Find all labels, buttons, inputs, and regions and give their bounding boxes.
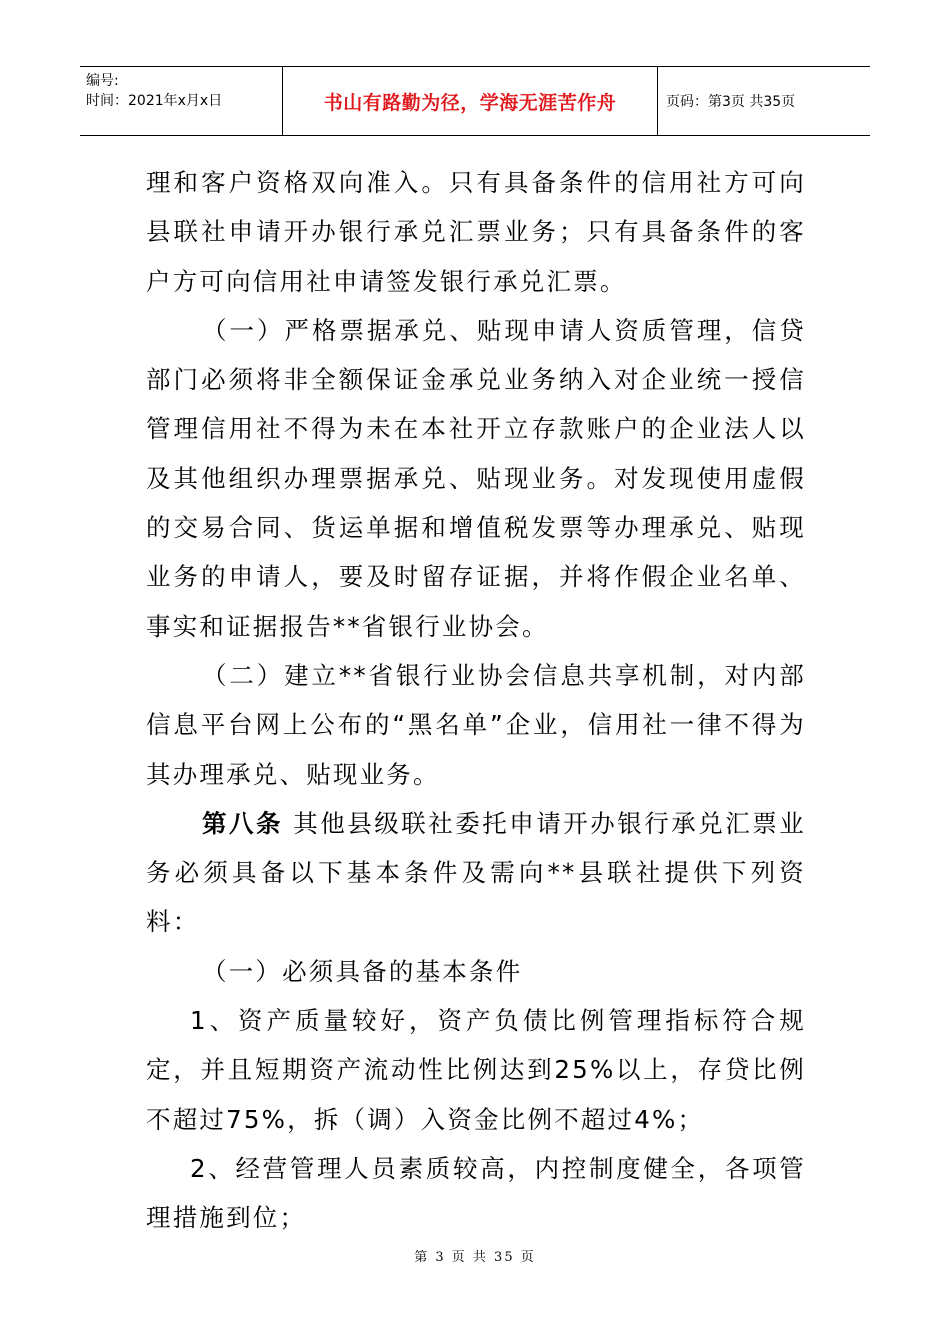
header-motto: 书山有路勤为径，学海无涯苦作舟 (283, 67, 658, 135)
article-heading: 第八条 (202, 808, 283, 838)
paragraph-7: 2、经营管理人员素质较高，内控制度健全，各项管理措施到位； (146, 1153, 806, 1233)
paragraph-article-8 (146, 799, 806, 947)
document-time-label: 时间：2021年x月x日 (86, 93, 223, 109)
paragraph-1: 理和客户资格双向准入。只有具备条件的信用社方可向县联社申请开办银行承兑汇票业务；只有具备条件的客户方可向信用社申请签发银行承兑汇票。 (146, 168, 806, 296)
page-header (80, 66, 870, 136)
header-meta (80, 67, 283, 135)
paragraph-3: （二）建立**省银行业协会信息共享机制，对内部信息平台网上公布的“黑名单”企业，信用社一律不得为其办理承兑、贴现业务。 (146, 660, 806, 789)
header-page-info: 页码：第3页 共35页 (666, 94, 796, 110)
paragraph-5: （一）必须具备的基本条件 (202, 956, 523, 986)
paragraph-2: （一）严格票据承兑、贴现申请人资质管理，信贷部门必须将非全额保证金承兑业务纳入对企业统一授信管理信用社不得为未在本社开立存款账户的企业法人以及其他组织办理票据承兑、贴现业务。对发现使用虚假的交易合同、货运单据和增值税发票等办理承兑、贴现业务的申请人，要及时留存证据，并将作假企业名单、事实和证据报告**省银行业协会。 (146, 315, 806, 641)
paragraph-6: 1、资产质量较好，资产负债比例管理指标符合规定，并且短期资产流动性比例达到25%以上，存贷比例不超过75%，拆（调）入资金比例不超过4%； (146, 1006, 806, 1134)
page-footer: 第 3 页 共 35 页 (414, 1250, 536, 1265)
article-text: 其他县级联社委托申请开办银行承兑汇票业务必须具备以下基本条件及需向**县联社提供下列资料： (146, 808, 806, 937)
document-body (146, 158, 806, 1243)
document-number-label: 编号: (86, 73, 119, 89)
